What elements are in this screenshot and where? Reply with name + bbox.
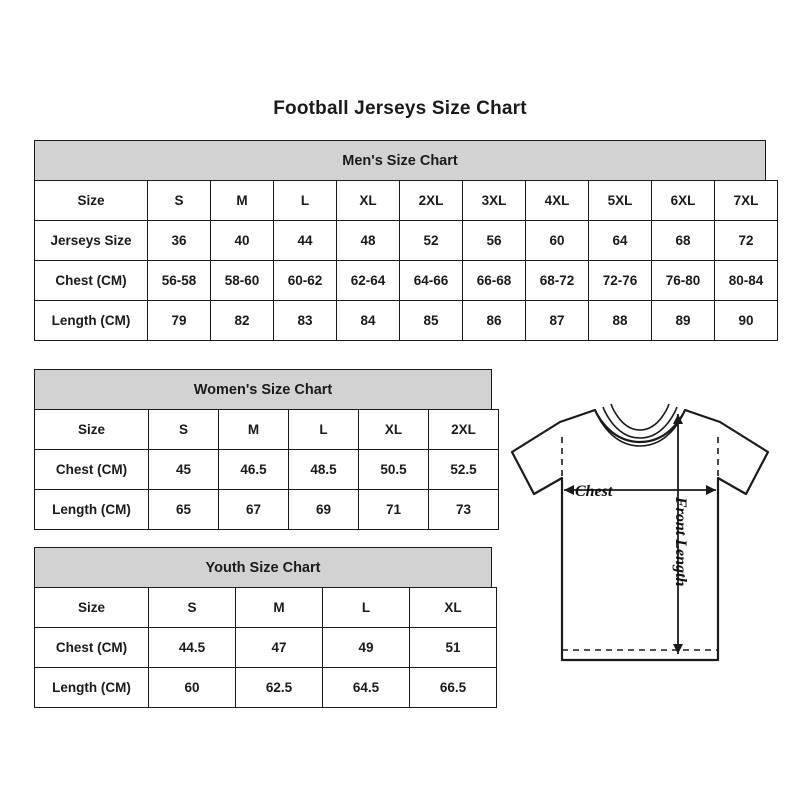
table-row xyxy=(35,450,499,490)
table-cell: XL xyxy=(410,588,497,628)
table-row xyxy=(35,410,499,450)
row-label: Size xyxy=(35,588,149,628)
row-label: Length (CM) xyxy=(35,301,148,341)
table-cell: S xyxy=(148,181,211,221)
table-cell: 72-76 xyxy=(589,261,652,301)
table-cell: 68-72 xyxy=(526,261,589,301)
table-cell: M xyxy=(219,410,289,450)
table-cell: 52.5 xyxy=(429,450,499,490)
table-cell: 68 xyxy=(652,221,715,261)
table-cell: 73 xyxy=(429,490,499,530)
table-cell: 89 xyxy=(652,301,715,341)
table-row xyxy=(35,181,778,221)
table-cell: 64-66 xyxy=(400,261,463,301)
table-cell: 3XL xyxy=(463,181,526,221)
table-row xyxy=(35,221,778,261)
table-cell: 60-62 xyxy=(274,261,337,301)
table-cell: XL xyxy=(337,181,400,221)
table-cell: 2XL xyxy=(400,181,463,221)
table-cell: L xyxy=(274,181,337,221)
row-label: Chest (CM) xyxy=(35,628,149,668)
table-cell: M xyxy=(211,181,274,221)
table-cell: L xyxy=(323,588,410,628)
table-cell: 56 xyxy=(463,221,526,261)
jersey-outline xyxy=(512,410,768,660)
table-row xyxy=(35,628,497,668)
table-cell: 71 xyxy=(359,490,429,530)
table-cell: 36 xyxy=(148,221,211,261)
table-row xyxy=(35,261,778,301)
table-cell: 44 xyxy=(274,221,337,261)
table-cell: 47 xyxy=(236,628,323,668)
table-cell: 72 xyxy=(715,221,778,261)
table-cell: 50.5 xyxy=(359,450,429,490)
table-cell: M xyxy=(236,588,323,628)
row-label: Length (CM) xyxy=(35,490,149,530)
table-row xyxy=(35,588,497,628)
mens-size-table-heading: Men's Size Chart xyxy=(34,140,766,180)
table-row xyxy=(35,301,778,341)
table-cell: 67 xyxy=(219,490,289,530)
table-cell: 66-68 xyxy=(463,261,526,301)
table-cell: XL xyxy=(359,410,429,450)
table-cell: 88 xyxy=(589,301,652,341)
mens-size-table xyxy=(34,140,778,341)
row-label: Size xyxy=(35,181,148,221)
table-cell: 4XL xyxy=(526,181,589,221)
table-cell: 62-64 xyxy=(337,261,400,301)
table-cell: 40 xyxy=(211,221,274,261)
table-cell: 51 xyxy=(410,628,497,668)
table-cell: 6XL xyxy=(652,181,715,221)
table-cell: S xyxy=(149,588,236,628)
table-cell: 86 xyxy=(463,301,526,341)
table-row xyxy=(35,490,499,530)
table-cell: 2XL xyxy=(429,410,499,450)
table-cell: 69 xyxy=(289,490,359,530)
table-cell: 66.5 xyxy=(410,668,497,708)
table-cell: 48.5 xyxy=(289,450,359,490)
youth-size-table-heading: Youth Size Chart xyxy=(34,547,492,587)
chest-measure-label: Chest xyxy=(575,483,613,500)
table-cell: 60 xyxy=(526,221,589,261)
table-cell: 80-84 xyxy=(715,261,778,301)
table-cell: 48 xyxy=(337,221,400,261)
table-cell: 87 xyxy=(526,301,589,341)
row-label: Jerseys Size xyxy=(35,221,148,261)
table-cell: 84 xyxy=(337,301,400,341)
row-label: Length (CM) xyxy=(35,668,149,708)
table-cell: 64 xyxy=(589,221,652,261)
jersey-diagram xyxy=(500,398,780,688)
table-cell: 52 xyxy=(400,221,463,261)
table-cell: 46.5 xyxy=(219,450,289,490)
table-cell: 56-58 xyxy=(148,261,211,301)
table-cell: 65 xyxy=(149,490,219,530)
table-cell: 58-60 xyxy=(211,261,274,301)
table-cell: 7XL xyxy=(715,181,778,221)
table-cell: 83 xyxy=(274,301,337,341)
collar-line-3 xyxy=(611,404,669,430)
table-cell: 90 xyxy=(715,301,778,341)
womens-size-table-heading: Women's Size Chart xyxy=(34,369,492,409)
table-cell: 79 xyxy=(148,301,211,341)
table-cell: S xyxy=(149,410,219,450)
row-label: Size xyxy=(35,410,149,450)
table-cell: 82 xyxy=(211,301,274,341)
youth-size-table xyxy=(34,547,497,708)
front-length-measure-label: Front Length xyxy=(672,497,689,587)
table-row xyxy=(35,668,497,708)
womens-size-table xyxy=(34,369,499,530)
table-cell: L xyxy=(289,410,359,450)
row-label: Chest (CM) xyxy=(35,450,149,490)
table-cell: 64.5 xyxy=(323,668,410,708)
page-title: Football Jerseys Size Chart xyxy=(273,98,527,119)
table-cell: 45 xyxy=(149,450,219,490)
table-cell: 85 xyxy=(400,301,463,341)
table-cell: 62.5 xyxy=(236,668,323,708)
table-cell: 5XL xyxy=(589,181,652,221)
table-cell: 76-80 xyxy=(652,261,715,301)
table-cell: 44.5 xyxy=(149,628,236,668)
row-label: Chest (CM) xyxy=(35,261,148,301)
table-cell: 49 xyxy=(323,628,410,668)
table-cell: 60 xyxy=(149,668,236,708)
